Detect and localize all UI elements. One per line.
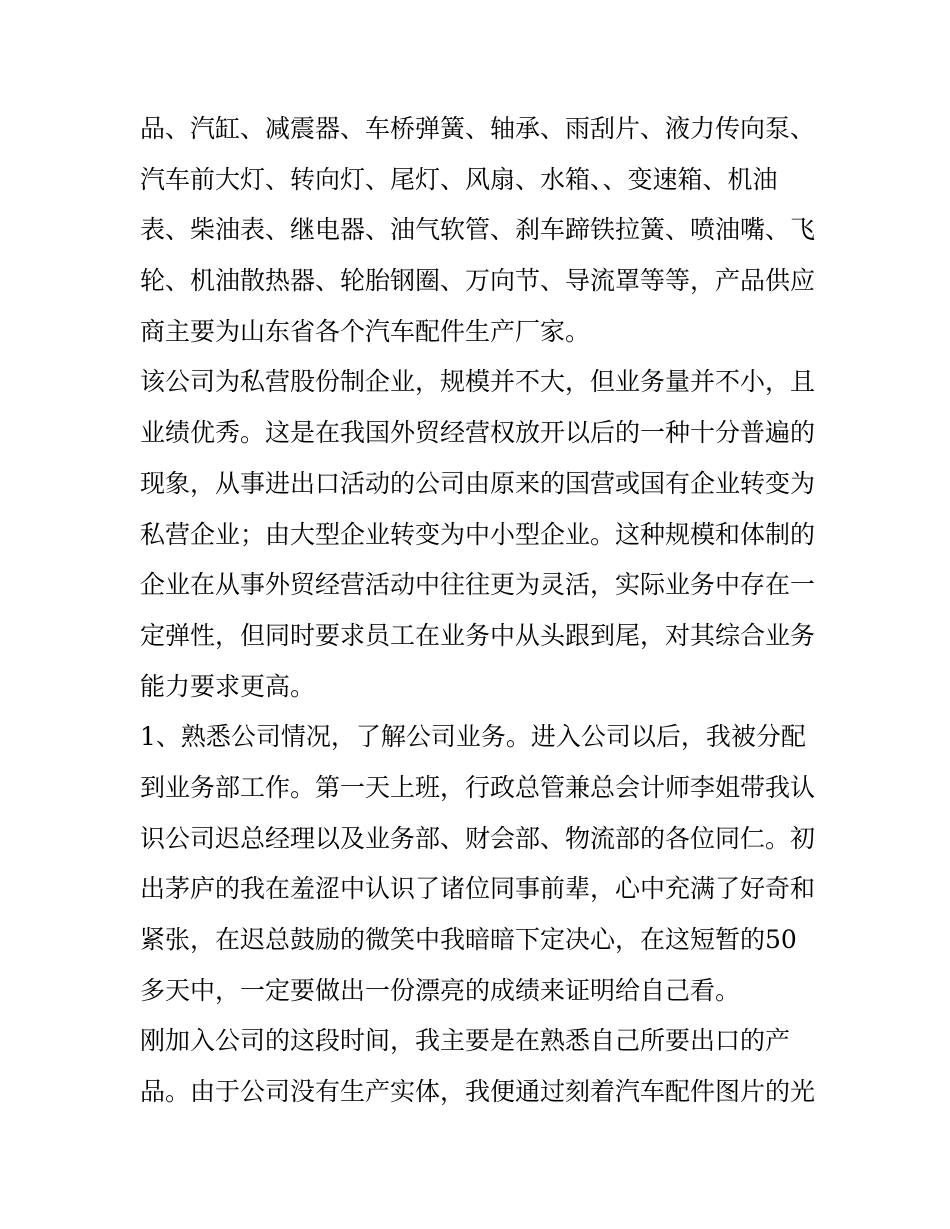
text-line-10: 企业在从事外贸经营活动中往往更为灵活，实际业务中存在一 — [140, 570, 816, 600]
text-line-19: 刚加入公司的这段时间，我主要是在熟悉自己所要出口的产 — [140, 1026, 791, 1056]
text-line-14: 到业务部工作。第一天上班，行政总管兼总会计师李姐带我认 — [140, 772, 816, 802]
text-line-4: 轮、机油散热器、轮胎钢圈、万向节、导流罩等等，产品供应 — [140, 266, 816, 296]
text-line-12: 能力要求更高。 — [140, 671, 316, 701]
text-line-9: 私营企业；由大型企业转变为中小型企业。这种规模和体制的 — [140, 519, 816, 549]
text-line-11: 定弹性，但同时要求员工在业务中从头跟到尾，对其综合业务 — [140, 620, 816, 650]
text-line-13: 1、熟悉公司情况，了解公司业务。进入公司以后，我被分配 — [140, 722, 806, 752]
text-line-8: 现象，从事进出口活动的公司由原来的国营或国有企业转变为 — [140, 468, 816, 498]
text-line-2: 汽车前大灯、转向灯、尾灯、风扇、水箱、、变速箱、机油 — [140, 164, 778, 194]
text-line-16: 出茅庐的我在羞涩中认识了诸位同事前辈，心中充满了好奇和 — [140, 874, 816, 904]
text-line-5: 商主要为山东省各个汽车配件生产厂家。 — [140, 316, 591, 346]
text-line-3: 表、柴油表、继电器、油气软管、刹车蹄铁拉簧、喷油嘴、飞 — [140, 215, 816, 245]
body-text — [140, 104, 816, 1118]
text-line-6: 该公司为私营股份制企业，规模并不大，但业务量并不小，且 — [140, 367, 816, 397]
text-line-17: 紧张，在迟总鼓励的微笑中我暗暗下定决心，在这短暂的50 — [140, 925, 797, 954]
text-line-1: 品、汽缸、减震器、车桥弹簧、轴承、雨刮片、液力传向泵、 — [140, 114, 816, 143]
text-line-7: 业绩优秀。这是在我国外贸经营权放开以后的一种十分普遍的 — [140, 418, 816, 448]
text-line-15: 识公司迟总经理以及业务部、财会部、物流部的各位同仁。初 — [140, 823, 816, 853]
text-line-18: 多天中，一定要做出一份漂亮的成绩来证明给自己看。 — [140, 975, 741, 1005]
text-line-20: 品。由于公司没有生产实体，我便通过刻着汽车配件图片的光 — [140, 1077, 816, 1107]
